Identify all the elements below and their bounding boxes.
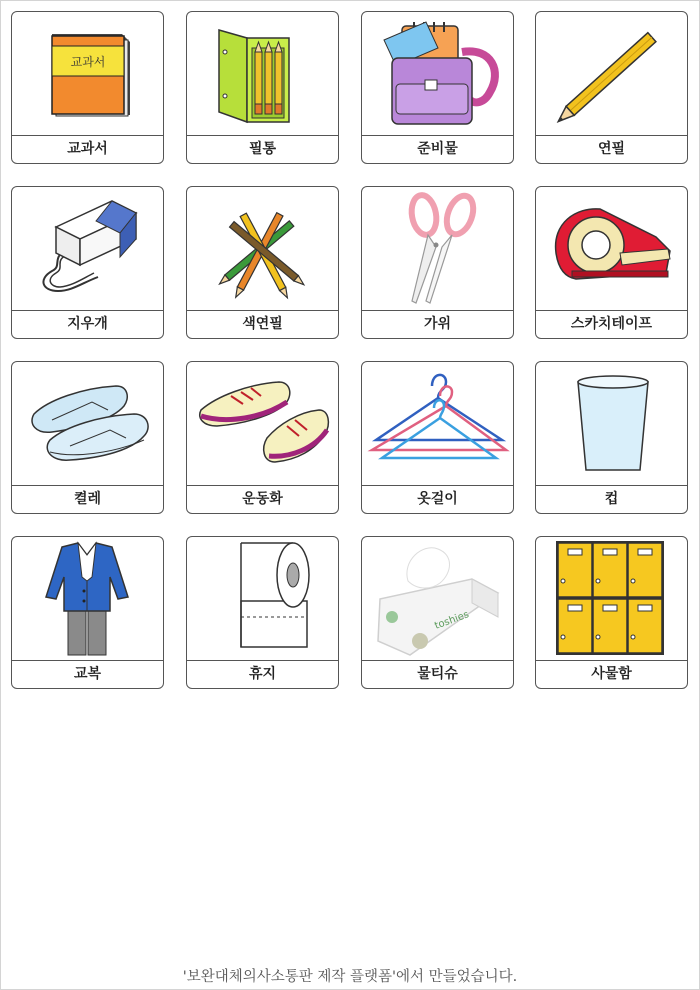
- card-label-wet-wipes: 물티슈: [362, 660, 513, 688]
- sneakers-icon: [187, 362, 338, 485]
- card-hangers[interactable]: [361, 361, 514, 514]
- card-cup[interactable]: [535, 361, 688, 514]
- card-label-pencil: 연필: [536, 135, 687, 163]
- textbook-icon: [12, 12, 163, 135]
- card-scissors[interactable]: [361, 186, 514, 339]
- card-eraser[interactable]: [11, 186, 164, 339]
- lockers-icon: [536, 537, 687, 660]
- textbook-cover-text: 교과서: [70, 55, 106, 69]
- card-pencil-case[interactable]: [186, 11, 339, 164]
- eraser-icon: [12, 187, 163, 310]
- card-label-toilet-paper: 휴지: [187, 660, 338, 688]
- card-label-supplies: 준비물: [362, 135, 513, 163]
- tape-dispenser-icon: [536, 187, 687, 310]
- card-label-sneakers: 운동화: [187, 485, 338, 513]
- card-label-scissors: 가위: [362, 310, 513, 338]
- pencil-case-icon: [187, 12, 338, 135]
- card-toilet-paper[interactable]: [186, 536, 339, 689]
- card-label-colored-pencils: 색연필: [187, 310, 338, 338]
- card-label-lockers: 사물함: [536, 660, 687, 688]
- card-label-uniform: 교복: [12, 660, 163, 688]
- pair-of-shoes-icon: [12, 362, 163, 485]
- footer-credit: '보완대체의사소통판 제작 플랫폼'에서 만들었습니다.: [182, 969, 518, 985]
- card-supplies[interactable]: [361, 11, 514, 164]
- wet-wipes-brand-text: toshies: [433, 609, 471, 632]
- card-colored-pencils[interactable]: [186, 186, 339, 339]
- card-pencil[interactable]: [535, 11, 688, 164]
- colored-pencils-icon: [187, 187, 338, 310]
- school-uniform-icon: [12, 537, 163, 660]
- card-textbook[interactable]: [11, 11, 164, 164]
- card-wet-wipes[interactable]: [361, 536, 514, 689]
- card-label-eraser: 지우개: [12, 310, 163, 338]
- scissors-icon: [362, 187, 513, 310]
- card-lockers[interactable]: [535, 536, 688, 689]
- card-label-cup: 컵: [536, 485, 687, 513]
- wet-wipes-icon: [362, 537, 513, 660]
- hangers-icon: [362, 362, 513, 485]
- card-label-shoes-pair: 켤레: [12, 485, 163, 513]
- school-supplies-bag-icon: [362, 12, 513, 135]
- cup-icon: [536, 362, 687, 485]
- toilet-paper-icon: [187, 537, 338, 660]
- card-label-hangers: 옷걸이: [362, 485, 513, 513]
- card-tape[interactable]: [535, 186, 688, 339]
- card-label-pencil-case: 필통: [187, 135, 338, 163]
- card-label-tape: 스카치테이프: [536, 310, 687, 338]
- card-sneakers[interactable]: [186, 361, 339, 514]
- card-uniform[interactable]: [11, 536, 164, 689]
- pencil-icon: [536, 12, 687, 135]
- card-label-textbook: 교과서: [12, 135, 163, 163]
- card-shoes-pair[interactable]: [11, 361, 164, 514]
